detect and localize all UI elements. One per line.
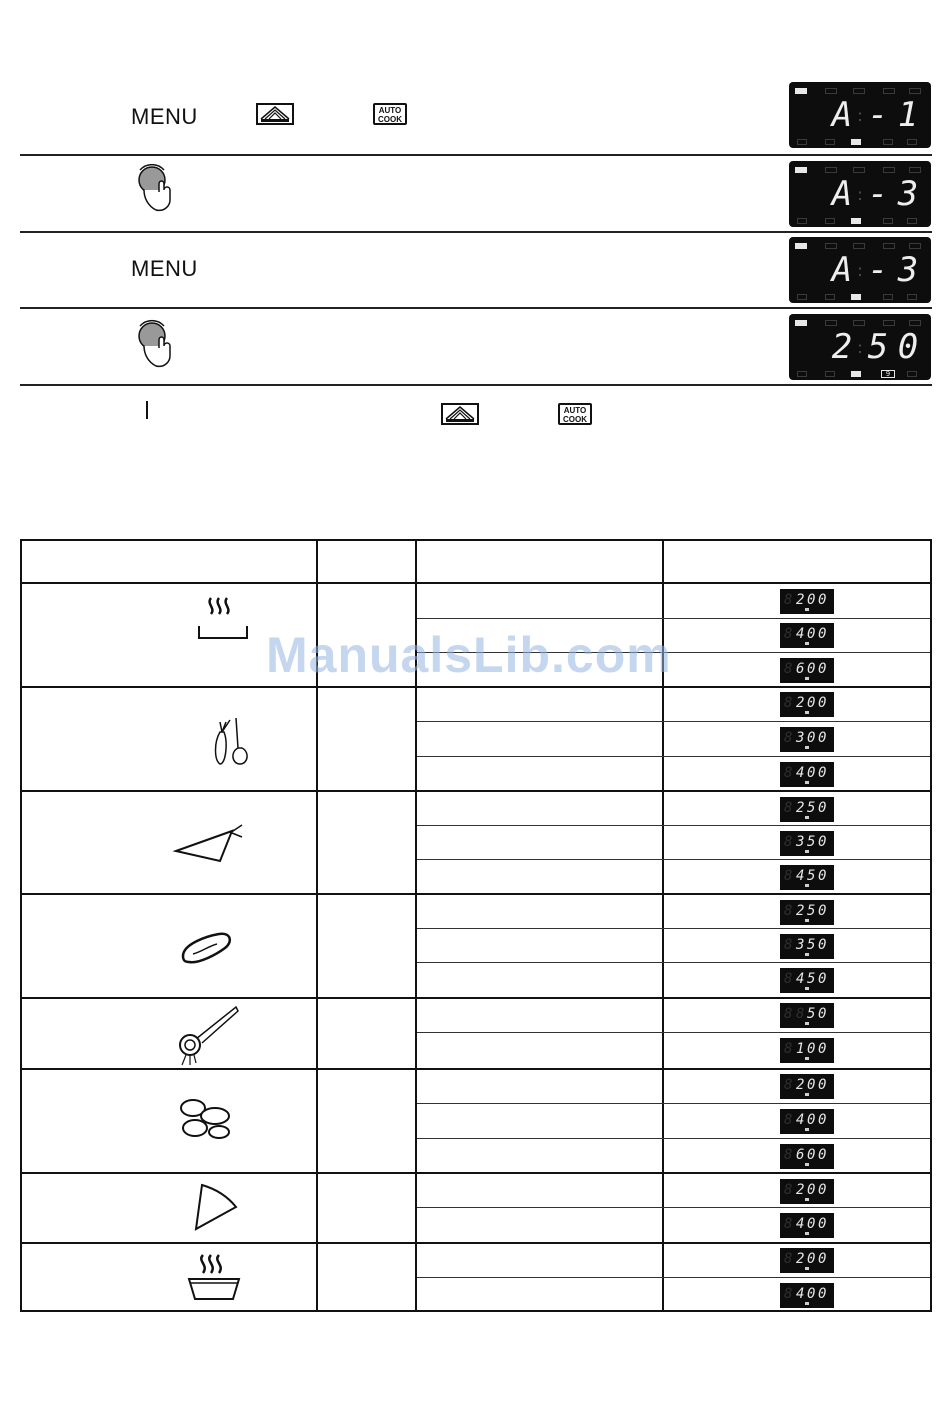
chip-ghost-digit: 8 — [784, 1216, 793, 1232]
chip-indicator — [805, 746, 809, 749]
chip-digit: 0 — [807, 626, 816, 642]
chip-ghost-digit: 8 — [784, 1041, 793, 1057]
weight-display-chip — [780, 623, 834, 648]
display-panel-step-2 — [789, 161, 931, 227]
chip-digit: 2 — [796, 1182, 805, 1198]
weight-display-chip — [780, 1248, 834, 1273]
display-digit-1: 2 — [831, 327, 853, 367]
indicator-bottom-1 — [797, 218, 807, 224]
indicator-fan — [909, 88, 921, 94]
indicator-bottom-2 — [825, 218, 835, 224]
chip-digit: 0 — [818, 1077, 827, 1093]
chip-digit: 6 — [796, 1147, 805, 1163]
weight-display-chip — [780, 900, 834, 925]
sub-divider — [417, 1032, 930, 1033]
display-colon: : — [857, 260, 863, 280]
indicator-microwave — [795, 243, 807, 249]
chip-digit: 0 — [807, 730, 816, 746]
chip-digit: 0 — [807, 1216, 816, 1232]
chip-ghost-digit: 8 — [784, 868, 793, 884]
meat-icon — [179, 928, 235, 968]
chip-digit: 0 — [807, 1112, 816, 1128]
chip-indicator — [805, 1267, 809, 1270]
indicator-combi — [853, 243, 865, 249]
chip-indicator — [805, 1302, 809, 1305]
auto-cook-line2: COOK — [378, 115, 402, 124]
start-key-mark — [146, 401, 148, 419]
chip-digit: 8 — [796, 1006, 805, 1022]
sub-divider — [417, 721, 930, 722]
chip-digit: 4 — [796, 971, 805, 987]
indicator-bottom-4 — [883, 218, 893, 224]
indicator-microwave — [795, 320, 807, 326]
step-divider — [20, 384, 932, 386]
chip-digit: 5 — [807, 868, 816, 884]
indicator-fan — [909, 243, 921, 249]
chip-digit: 4 — [796, 1216, 805, 1232]
auto-cook-line1: AUTO — [378, 106, 402, 115]
chip-digit: 0 — [807, 1147, 816, 1163]
group-divider — [22, 1068, 930, 1070]
chip-digit: 3 — [796, 730, 805, 746]
dial-knob-icon — [134, 162, 178, 214]
sub-divider — [417, 859, 930, 860]
chip-ghost-digit: 8 — [784, 971, 793, 987]
display-colon: : — [857, 337, 863, 357]
weight-display-chip — [780, 762, 834, 787]
chip-digit: 6 — [796, 661, 805, 677]
chip-indicator — [805, 953, 809, 956]
chip-digit: 5 — [807, 937, 816, 953]
chip-digit: 0 — [807, 592, 816, 608]
step-divider — [20, 231, 932, 233]
weight-display-chip — [780, 865, 834, 890]
chip-indicator — [805, 1128, 809, 1131]
weight-display-chip — [780, 727, 834, 752]
chip-digit: 0 — [818, 834, 827, 850]
display-digit-2: - — [867, 174, 889, 214]
sub-divider — [417, 1103, 930, 1104]
microwave-grill-key-icon — [256, 103, 294, 125]
chip-digit: 0 — [807, 1182, 816, 1198]
display-panel-step-3 — [789, 237, 931, 303]
indicator-bottom-2 — [825, 371, 835, 377]
indicator-bottom-4 — [883, 139, 893, 145]
display-digit-3: 3 — [897, 250, 919, 290]
display-digit-3: 0 — [897, 327, 919, 367]
group-divider — [22, 997, 930, 999]
auto-cook-key-icon — [558, 403, 592, 425]
chip-digit: 5 — [807, 834, 816, 850]
chip-ghost-digit: 8 — [784, 1112, 793, 1128]
indicator-bottom-1 — [797, 371, 807, 377]
chip-digit: 0 — [818, 695, 827, 711]
sub-divider — [417, 618, 930, 619]
chip-digit: 0 — [818, 765, 827, 781]
display-panel-step-1 — [789, 82, 931, 148]
chip-digit: 0 — [818, 800, 827, 816]
chip-indicator — [805, 608, 809, 611]
weight-display-chip — [780, 1109, 834, 1134]
chip-indicator — [805, 1163, 809, 1166]
indicator-combi — [853, 88, 865, 94]
indicator-grill — [825, 243, 837, 249]
group-divider — [22, 790, 930, 792]
chip-indicator — [805, 711, 809, 714]
step-divider — [20, 154, 932, 156]
display-digit-1: A — [831, 174, 853, 214]
display-colon: : — [857, 105, 863, 125]
weight-display-chip — [780, 1144, 834, 1169]
weight-display-chip — [780, 1038, 834, 1063]
indicator-bottom-5 — [907, 139, 917, 145]
chip-ghost-digit: 8 — [784, 903, 793, 919]
step-divider — [20, 307, 932, 309]
display-digit-1: A — [831, 250, 853, 290]
chip-ghost-digit: 8 — [784, 1077, 793, 1093]
indicator-bottom-5 — [907, 371, 917, 377]
display-digit-2: - — [867, 95, 889, 135]
microwave-grill-key-icon — [441, 403, 479, 425]
chip-ghost-digit: 8 — [784, 1147, 793, 1163]
chip-digit: 5 — [807, 971, 816, 987]
indicator-grill — [825, 167, 837, 173]
vegetables-icon — [212, 712, 252, 768]
indicator-defrost — [883, 167, 895, 173]
indicator-bottom-2 — [825, 294, 835, 300]
sub-divider — [417, 1277, 930, 1278]
chip-digit: 3 — [796, 937, 805, 953]
chip-digit: 0 — [818, 971, 827, 987]
indicator-auto-cook — [851, 218, 861, 224]
chip-ghost-digit: 8 — [784, 1251, 793, 1267]
chip-indicator — [805, 816, 809, 819]
chip-digit: 0 — [818, 903, 827, 919]
auto-cook-line2: COOK — [563, 415, 587, 424]
chip-indicator — [805, 1022, 809, 1025]
chip-ghost-digit: 8 — [784, 626, 793, 642]
fish-icon — [172, 821, 246, 865]
soup-bowl-icon — [187, 1251, 241, 1307]
chip-indicator — [805, 1232, 809, 1235]
chip-digit: 3 — [796, 834, 805, 850]
display-digit-2: 5 — [867, 327, 889, 367]
display-digit-3: 1 — [897, 95, 919, 135]
weight-display-chip — [780, 692, 834, 717]
chip-digit: 5 — [807, 903, 816, 919]
chip-indicator — [805, 677, 809, 680]
menu-key-label: MENU — [131, 256, 198, 281]
chip-digit: 2 — [796, 1251, 805, 1267]
sub-divider — [417, 928, 930, 929]
sub-divider — [417, 1207, 930, 1208]
chip-digit: 0 — [818, 626, 827, 642]
chip-digit: 0 — [807, 695, 816, 711]
indicator-bottom-1 — [797, 139, 807, 145]
chip-digit: 0 — [818, 1286, 827, 1302]
chip-digit: 4 — [796, 765, 805, 781]
indicator-auto-cook — [851, 294, 861, 300]
chip-ghost-digit: 8 — [784, 730, 793, 746]
chip-indicator — [805, 884, 809, 887]
chip-ghost-digit: 8 — [784, 695, 793, 711]
chip-indicator — [805, 987, 809, 990]
chip-ghost-digit: 8 — [784, 765, 793, 781]
chip-ghost-digit: 8 — [784, 661, 793, 677]
indicator-combi — [853, 320, 865, 326]
indicator-bottom-2 — [825, 139, 835, 145]
chip-digit: 0 — [807, 1077, 816, 1093]
chip-digit: 0 — [807, 1286, 816, 1302]
chip-digit: 4 — [796, 868, 805, 884]
chip-digit: 2 — [796, 800, 805, 816]
chip-digit: 5 — [807, 800, 816, 816]
auto-cook-key-icon — [373, 103, 407, 125]
auto-cook-line1: AUTO — [563, 406, 587, 415]
chip-digit: 1 — [796, 1041, 805, 1057]
indicator-microwave — [795, 88, 807, 94]
indicator-microwave — [795, 167, 807, 173]
indicator-auto-cook — [851, 139, 861, 145]
group-divider — [22, 893, 930, 895]
chip-ghost-digit: 8 — [784, 834, 793, 850]
chip-indicator — [805, 1057, 809, 1060]
chip-digit: 0 — [818, 661, 827, 677]
weight-display-chip — [780, 934, 834, 959]
chip-ghost-digit: 8 — [784, 592, 793, 608]
sub-divider — [417, 756, 930, 757]
chip-ghost-digit: 8 — [784, 800, 793, 816]
chip-digit: 0 — [807, 765, 816, 781]
indicator-auto-cook — [851, 371, 861, 377]
weight-display-chip — [780, 831, 834, 856]
chip-ghost-digit: 8 — [784, 1006, 793, 1022]
chip-digit: 2 — [796, 695, 805, 711]
weight-display-chip — [780, 1074, 834, 1099]
indicator-bottom-1 — [797, 294, 807, 300]
chip-digit: 0 — [818, 1147, 827, 1163]
chip-digit: 0 — [818, 592, 827, 608]
chip-indicator — [805, 1093, 809, 1096]
chip-digit: 2 — [796, 1077, 805, 1093]
chip-indicator — [805, 919, 809, 922]
menu-key-label: MENU — [131, 104, 198, 129]
display-digit-1: A — [831, 95, 853, 135]
indicator-bottom-5 — [907, 294, 917, 300]
weight-display-chip — [780, 1179, 834, 1204]
group-divider — [22, 686, 930, 688]
steam-bowl-icon — [197, 596, 251, 648]
chip-indicator — [805, 642, 809, 645]
weight-display-chip — [780, 968, 834, 993]
chip-digit: 0 — [807, 1251, 816, 1267]
chip-digit: 0 — [818, 730, 827, 746]
indicator-defrost — [883, 243, 895, 249]
chip-digit: 0 — [818, 1006, 827, 1022]
weight-display-chip — [780, 1283, 834, 1308]
sub-divider — [417, 962, 930, 963]
chip-digit: 0 — [818, 1251, 827, 1267]
chip-digit: 0 — [818, 1182, 827, 1198]
chip-ghost-digit: 8 — [784, 937, 793, 953]
chip-digit: 0 — [818, 1112, 827, 1128]
pizza-slice-icon — [192, 1181, 242, 1233]
potatoes-icon — [177, 1094, 237, 1140]
chip-indicator — [805, 1198, 809, 1201]
chip-ghost-digit: 8 — [784, 1286, 793, 1302]
display-panel-step-4 — [789, 314, 931, 380]
group-divider — [22, 1172, 930, 1174]
weight-display-chip — [780, 797, 834, 822]
indicator-bottom-5 — [907, 218, 917, 224]
indicator-defrost — [883, 88, 895, 94]
indicator-grill — [825, 320, 837, 326]
chip-indicator — [805, 781, 809, 784]
indicator-fan — [909, 167, 921, 173]
sub-divider — [417, 825, 930, 826]
pasta-fork-icon — [172, 1001, 242, 1067]
display-colon: : — [857, 184, 863, 204]
display-digit-2: - — [867, 250, 889, 290]
chip-digit: 2 — [796, 903, 805, 919]
group-divider — [22, 1242, 930, 1244]
indicator-combi — [853, 167, 865, 173]
weight-display-chip — [780, 1213, 834, 1238]
chip-digit: 4 — [796, 626, 805, 642]
weight-display-chip — [780, 658, 834, 683]
sub-divider — [417, 1138, 930, 1139]
chip-digit: 4 — [796, 1286, 805, 1302]
weight-display-chip — [780, 589, 834, 614]
chip-digit: 0 — [818, 937, 827, 953]
chip-digit: 0 — [818, 1216, 827, 1232]
chip-digit: 4 — [796, 1112, 805, 1128]
weight-badge: 9 — [881, 370, 895, 378]
chip-indicator — [805, 850, 809, 853]
chip-digit: 0 — [818, 1041, 827, 1057]
indicator-defrost — [883, 320, 895, 326]
indicator-bottom-4 — [883, 294, 893, 300]
chip-digit: 5 — [807, 1006, 816, 1022]
indicator-fan — [909, 320, 921, 326]
chip-digit: 0 — [818, 868, 827, 884]
dial-knob-icon — [134, 318, 178, 370]
indicator-grill — [825, 88, 837, 94]
weight-display-chip — [780, 1003, 834, 1028]
chip-digit: 2 — [796, 592, 805, 608]
chip-digit: 0 — [807, 661, 816, 677]
display-digit-3: 3 — [897, 174, 919, 214]
header-divider — [22, 582, 930, 584]
chip-ghost-digit: 8 — [784, 1182, 793, 1198]
chip-digit: 0 — [807, 1041, 816, 1057]
watermark: ManualsLib.com — [266, 627, 672, 683]
